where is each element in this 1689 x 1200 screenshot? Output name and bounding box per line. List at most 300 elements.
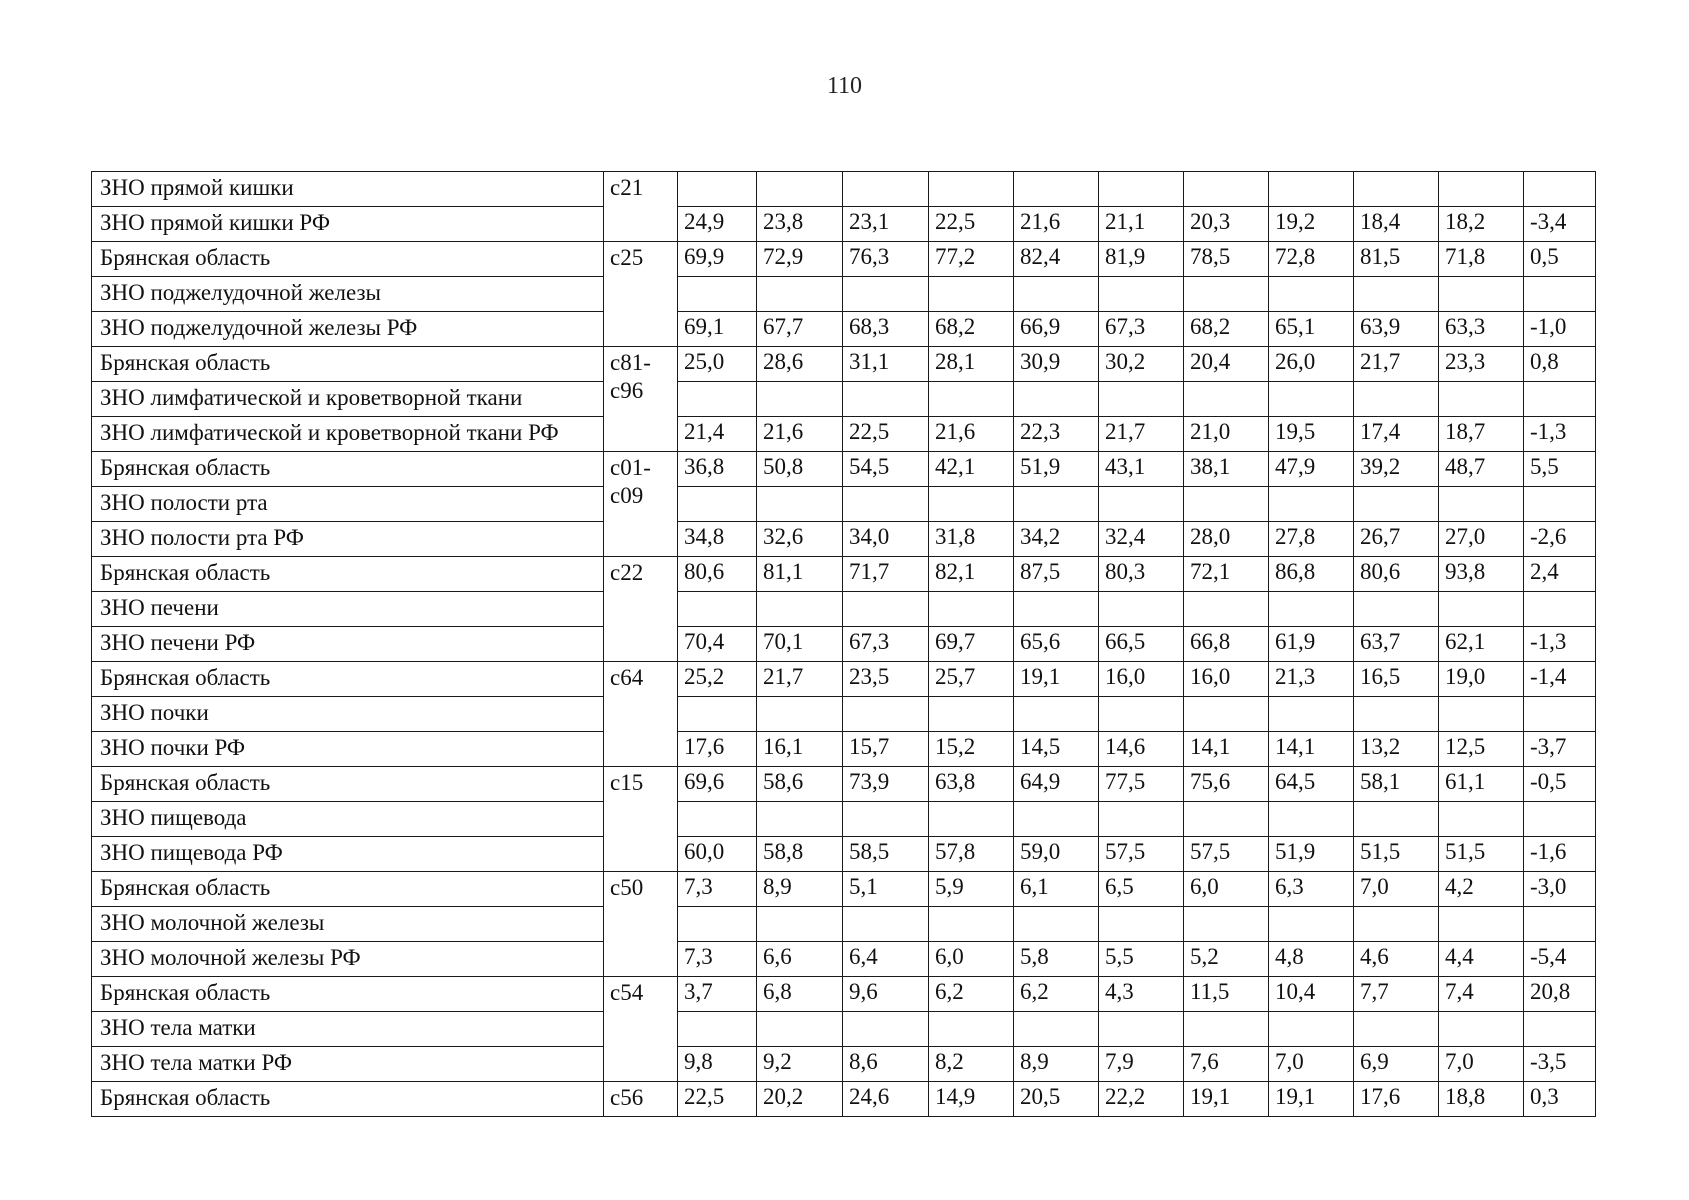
value-cell (1184, 487, 1269, 522)
table-row (92, 837, 1596, 872)
value-cell: 59,0 (1014, 837, 1099, 872)
value-cell (1184, 907, 1269, 942)
value-cell: 68,2 (1184, 312, 1269, 347)
change-cell: -3,0 (1524, 872, 1596, 907)
value-cell: 23,8 (757, 207, 843, 242)
table-row (92, 312, 1596, 347)
table-row (92, 487, 1596, 522)
value-cell (678, 592, 757, 627)
value-cell: 25,0 (678, 347, 757, 382)
value-cell: 22,5 (678, 1082, 757, 1117)
row-label: ЗНО лимфатической и кроветворной ткани (92, 382, 604, 417)
value-cell (757, 592, 843, 627)
value-cell: 70,1 (757, 627, 843, 662)
value-cell (678, 172, 757, 207)
value-cell: 72,9 (757, 242, 843, 277)
row-label: Брянская область (92, 242, 604, 277)
table-row (92, 347, 1596, 382)
value-cell: 34,2 (1014, 522, 1099, 557)
value-cell (1439, 802, 1524, 837)
change-cell (1524, 382, 1596, 417)
value-cell (1439, 382, 1524, 417)
value-cell: 16,0 (1184, 662, 1269, 697)
value-cell (757, 487, 843, 522)
value-cell (929, 382, 1014, 417)
table-row (92, 277, 1596, 312)
value-cell: 16,0 (1099, 662, 1184, 697)
row-label: ЗНО прямой кишки РФ (92, 207, 604, 242)
table-row (92, 1047, 1596, 1082)
value-cell (843, 1012, 929, 1047)
value-cell (929, 487, 1014, 522)
value-cell (1014, 907, 1099, 942)
row-label: ЗНО почки (92, 697, 604, 732)
value-cell (1269, 172, 1354, 207)
value-cell: 19,1 (1184, 1082, 1269, 1117)
value-cell: 81,9 (1099, 242, 1184, 277)
value-cell (1269, 382, 1354, 417)
value-cell: 21,6 (1014, 207, 1099, 242)
value-cell (757, 1012, 843, 1047)
change-cell: 5,5 (1524, 452, 1596, 487)
value-cell (678, 802, 757, 837)
row-label: ЗНО лимфатической и кроветворной ткани РФ (92, 417, 604, 452)
change-cell: -1,3 (1524, 627, 1596, 662)
change-cell (1524, 907, 1596, 942)
value-cell: 72,1 (1184, 557, 1269, 592)
change-cell: 0,3 (1524, 1082, 1596, 1117)
value-cell: 15,7 (843, 732, 929, 767)
value-cell: 69,1 (678, 312, 757, 347)
value-cell: 39,2 (1354, 452, 1439, 487)
value-cell (1184, 592, 1269, 627)
value-cell: 8,2 (929, 1047, 1014, 1082)
table-row (92, 172, 1596, 207)
row-label: Брянская область (92, 452, 604, 487)
row-label: ЗНО поджелудочной железы РФ (92, 312, 604, 347)
value-cell: 4,2 (1439, 872, 1524, 907)
value-cell: 7,0 (1439, 1047, 1524, 1082)
value-cell: 21,1 (1099, 207, 1184, 242)
value-cell: 47,9 (1269, 452, 1354, 487)
value-cell: 6,0 (929, 942, 1014, 977)
value-cell: 48,7 (1439, 452, 1524, 487)
value-cell: 6,1 (1014, 872, 1099, 907)
value-cell (757, 382, 843, 417)
value-cell (1269, 907, 1354, 942)
value-cell: 67,3 (843, 627, 929, 662)
value-cell: 57,5 (1184, 837, 1269, 872)
value-cell: 80,6 (1354, 557, 1439, 592)
icd-code: c50 (604, 872, 678, 977)
value-cell (1354, 592, 1439, 627)
value-cell: 51,9 (1269, 837, 1354, 872)
value-cell: 80,3 (1099, 557, 1184, 592)
row-label: ЗНО полости рта (92, 487, 604, 522)
value-cell: 4,6 (1354, 942, 1439, 977)
value-cell: 71,7 (843, 557, 929, 592)
row-label: Брянская область (92, 557, 604, 592)
table-row (92, 1012, 1596, 1047)
value-cell: 7,0 (1354, 872, 1439, 907)
value-cell: 80,6 (678, 557, 757, 592)
table-row (92, 242, 1596, 277)
value-cell: 32,6 (757, 522, 843, 557)
value-cell: 64,5 (1269, 767, 1354, 802)
change-cell (1524, 802, 1596, 837)
value-cell (843, 172, 929, 207)
value-cell: 82,1 (929, 557, 1014, 592)
value-cell (843, 277, 929, 312)
value-cell: 86,8 (1269, 557, 1354, 592)
value-cell (1014, 277, 1099, 312)
value-cell: 75,6 (1184, 767, 1269, 802)
icd-code: c25 (604, 242, 678, 347)
value-cell: 28,6 (757, 347, 843, 382)
value-cell: 72,8 (1269, 242, 1354, 277)
value-cell: 7,0 (1269, 1047, 1354, 1082)
value-cell: 51,9 (1014, 452, 1099, 487)
value-cell: 30,9 (1014, 347, 1099, 382)
value-cell: 6,8 (757, 977, 843, 1012)
row-label: Брянская область (92, 1082, 604, 1117)
value-cell (1354, 697, 1439, 732)
icd-code: c81-c96 (604, 347, 678, 452)
value-cell (1184, 1012, 1269, 1047)
value-cell (757, 277, 843, 312)
row-label: ЗНО молочной железы РФ (92, 942, 604, 977)
value-cell (678, 1012, 757, 1047)
value-cell: 58,1 (1354, 767, 1439, 802)
value-cell: 6,3 (1269, 872, 1354, 907)
value-cell: 6,2 (929, 977, 1014, 1012)
value-cell: 21,6 (757, 417, 843, 452)
row-label: Брянская область (92, 872, 604, 907)
value-cell: 3,7 (678, 977, 757, 1012)
value-cell (757, 907, 843, 942)
table-row (92, 697, 1596, 732)
value-cell: 58,5 (843, 837, 929, 872)
value-cell: 42,1 (929, 452, 1014, 487)
value-cell (1014, 172, 1099, 207)
value-cell (1184, 382, 1269, 417)
value-cell: 21,3 (1269, 662, 1354, 697)
table-row (92, 557, 1596, 592)
change-cell: -1,4 (1524, 662, 1596, 697)
value-cell (1269, 487, 1354, 522)
value-cell: 32,4 (1099, 522, 1184, 557)
value-cell: 22,5 (929, 207, 1014, 242)
value-cell: 68,2 (929, 312, 1014, 347)
value-cell: 8,6 (843, 1047, 929, 1082)
value-cell: 67,7 (757, 312, 843, 347)
value-cell: 23,3 (1439, 347, 1524, 382)
value-cell: 7,3 (678, 872, 757, 907)
value-cell: 6,2 (1014, 977, 1099, 1012)
value-cell (1439, 277, 1524, 312)
value-cell: 19,1 (1014, 662, 1099, 697)
value-cell: 36,8 (678, 452, 757, 487)
value-cell: 7,6 (1184, 1047, 1269, 1082)
value-cell (1269, 697, 1354, 732)
change-cell: -1,3 (1524, 417, 1596, 452)
row-label: ЗНО молочной железы (92, 907, 604, 942)
value-cell: 19,2 (1269, 207, 1354, 242)
value-cell: 22,2 (1099, 1082, 1184, 1117)
value-cell: 14,1 (1269, 732, 1354, 767)
change-cell (1524, 697, 1596, 732)
value-cell: 24,9 (678, 207, 757, 242)
value-cell: 26,0 (1269, 347, 1354, 382)
value-cell: 22,3 (1014, 417, 1099, 452)
value-cell (1099, 697, 1184, 732)
value-cell: 57,5 (1099, 837, 1184, 872)
row-label: ЗНО пищевода РФ (92, 837, 604, 872)
row-label: ЗНО поджелудочной железы (92, 277, 604, 312)
value-cell: 81,1 (757, 557, 843, 592)
value-cell: 13,2 (1354, 732, 1439, 767)
value-cell: 4,3 (1099, 977, 1184, 1012)
value-cell: 66,9 (1014, 312, 1099, 347)
value-cell: 26,7 (1354, 522, 1439, 557)
value-cell (678, 382, 757, 417)
value-cell: 65,1 (1269, 312, 1354, 347)
table-row (92, 942, 1596, 977)
value-cell (843, 382, 929, 417)
change-cell: -3,7 (1524, 732, 1596, 767)
icd-code: c15 (604, 767, 678, 872)
value-cell: 6,4 (843, 942, 929, 977)
value-cell: 10,4 (1269, 977, 1354, 1012)
value-cell: 14,5 (1014, 732, 1099, 767)
table-row (92, 522, 1596, 557)
change-cell: -3,4 (1524, 207, 1596, 242)
icd-code: c56 (604, 1082, 678, 1117)
row-label: ЗНО печени РФ (92, 627, 604, 662)
table-body (92, 172, 1596, 1117)
value-cell: 8,9 (1014, 1047, 1099, 1082)
table-row (92, 802, 1596, 837)
value-cell: 9,6 (843, 977, 929, 1012)
change-cell: -5,4 (1524, 942, 1596, 977)
table-row (92, 662, 1596, 697)
value-cell (1354, 172, 1439, 207)
change-cell (1524, 172, 1596, 207)
value-cell (929, 1012, 1014, 1047)
value-cell: 64,9 (1014, 767, 1099, 802)
value-cell: 25,2 (678, 662, 757, 697)
value-cell: 77,5 (1099, 767, 1184, 802)
value-cell: 87,5 (1014, 557, 1099, 592)
value-cell (757, 172, 843, 207)
value-cell: 21,0 (1184, 417, 1269, 452)
value-cell: 54,5 (843, 452, 929, 487)
row-label: ЗНО тела матки (92, 1012, 604, 1047)
value-cell (1269, 592, 1354, 627)
value-cell: 63,7 (1354, 627, 1439, 662)
value-cell: 51,5 (1354, 837, 1439, 872)
change-cell: -3,5 (1524, 1047, 1596, 1082)
value-cell: 18,4 (1354, 207, 1439, 242)
table-row (92, 627, 1596, 662)
value-cell: 24,6 (843, 1082, 929, 1117)
value-cell (1184, 802, 1269, 837)
change-cell: -2,6 (1524, 522, 1596, 557)
change-cell: 20,8 (1524, 977, 1596, 1012)
value-cell: 14,6 (1099, 732, 1184, 767)
value-cell: 34,0 (843, 522, 929, 557)
row-label: Брянская область (92, 662, 604, 697)
value-cell (678, 487, 757, 522)
value-cell: 6,0 (1184, 872, 1269, 907)
value-cell (1439, 487, 1524, 522)
value-cell (678, 697, 757, 732)
icd-code: c21 (604, 172, 678, 242)
value-cell (1439, 1012, 1524, 1047)
value-cell: 23,5 (843, 662, 929, 697)
value-cell: 6,5 (1099, 872, 1184, 907)
value-cell: 21,7 (1099, 417, 1184, 452)
value-cell: 25,7 (929, 662, 1014, 697)
value-cell: 69,7 (929, 627, 1014, 662)
value-cell (1354, 487, 1439, 522)
value-cell (1014, 382, 1099, 417)
value-cell: 19,5 (1269, 417, 1354, 452)
value-cell: 7,9 (1099, 1047, 1184, 1082)
value-cell (843, 592, 929, 627)
change-cell (1524, 277, 1596, 312)
change-cell: 0,8 (1524, 347, 1596, 382)
value-cell (1099, 382, 1184, 417)
table-row (92, 732, 1596, 767)
value-cell: 31,1 (843, 347, 929, 382)
row-label: Брянская область (92, 767, 604, 802)
value-cell: 71,8 (1439, 242, 1524, 277)
value-cell: 34,8 (678, 522, 757, 557)
value-cell: 66,5 (1099, 627, 1184, 662)
value-cell: 6,9 (1354, 1047, 1439, 1082)
value-cell: 93,8 (1439, 557, 1524, 592)
value-cell (1184, 697, 1269, 732)
value-cell: 82,4 (1014, 242, 1099, 277)
value-cell (1439, 697, 1524, 732)
row-label: ЗНО тела матки РФ (92, 1047, 604, 1082)
value-cell: 4,8 (1269, 942, 1354, 977)
change-cell: 0,5 (1524, 242, 1596, 277)
value-cell: 23,1 (843, 207, 929, 242)
value-cell (1014, 487, 1099, 522)
value-cell: 58,6 (757, 767, 843, 802)
value-cell: 14,9 (929, 1082, 1014, 1117)
icd-code: c01-c09 (604, 452, 678, 557)
row-label: Брянская область (92, 977, 604, 1012)
value-cell (843, 907, 929, 942)
value-cell: 22,5 (843, 417, 929, 452)
change-cell (1524, 592, 1596, 627)
value-cell (1099, 802, 1184, 837)
value-cell: 7,7 (1354, 977, 1439, 1012)
value-cell (1269, 802, 1354, 837)
value-cell: 21,6 (929, 417, 1014, 452)
value-cell: 81,5 (1354, 242, 1439, 277)
value-cell: 63,9 (1354, 312, 1439, 347)
value-cell: 77,2 (929, 242, 1014, 277)
value-cell: 16,1 (757, 732, 843, 767)
row-label: ЗНО пищевода (92, 802, 604, 837)
value-cell: 27,0 (1439, 522, 1524, 557)
value-cell (1014, 697, 1099, 732)
value-cell: 18,7 (1439, 417, 1524, 452)
value-cell: 5,1 (843, 872, 929, 907)
value-cell: 67,3 (1099, 312, 1184, 347)
value-cell: 70,4 (678, 627, 757, 662)
table-row (92, 417, 1596, 452)
incidence-table (91, 171, 1596, 1117)
table-row (92, 207, 1596, 242)
row-label: ЗНО почки РФ (92, 732, 604, 767)
value-cell: 65,6 (1014, 627, 1099, 662)
value-cell (843, 802, 929, 837)
value-cell: 73,9 (843, 767, 929, 802)
value-cell: 18,2 (1439, 207, 1524, 242)
value-cell: 38,1 (1184, 452, 1269, 487)
value-cell: 4,4 (1439, 942, 1524, 977)
table-row (92, 872, 1596, 907)
change-cell: 2,4 (1524, 557, 1596, 592)
value-cell: 63,3 (1439, 312, 1524, 347)
change-cell (1524, 487, 1596, 522)
value-cell (1099, 592, 1184, 627)
value-cell: 62,1 (1439, 627, 1524, 662)
value-cell: 6,6 (757, 942, 843, 977)
value-cell (1354, 907, 1439, 942)
value-cell: 57,8 (929, 837, 1014, 872)
value-cell (1269, 277, 1354, 312)
value-cell (1354, 1012, 1439, 1047)
value-cell: 68,3 (843, 312, 929, 347)
value-cell: 21,7 (1354, 347, 1439, 382)
page-number: 110 (826, 73, 863, 99)
row-label: Брянская область (92, 347, 604, 382)
value-cell: 76,3 (843, 242, 929, 277)
value-cell: 30,2 (1099, 347, 1184, 382)
value-cell: 5,2 (1184, 942, 1269, 977)
icd-code: c54 (604, 977, 678, 1082)
value-cell: 20,2 (757, 1082, 843, 1117)
value-cell (1099, 487, 1184, 522)
value-cell: 18,8 (1439, 1082, 1524, 1117)
value-cell: 9,2 (757, 1047, 843, 1082)
value-cell (1099, 172, 1184, 207)
table-row (92, 907, 1596, 942)
value-cell: 50,8 (757, 452, 843, 487)
value-cell: 69,6 (678, 767, 757, 802)
table-row (92, 1082, 1596, 1117)
value-cell (1354, 802, 1439, 837)
value-cell: 5,8 (1014, 942, 1099, 977)
icd-code: c22 (604, 557, 678, 662)
table-row (92, 592, 1596, 627)
change-cell: -1,6 (1524, 837, 1596, 872)
value-cell: 21,4 (678, 417, 757, 452)
value-cell: 31,8 (929, 522, 1014, 557)
value-cell: 15,2 (929, 732, 1014, 767)
value-cell (1269, 1012, 1354, 1047)
value-cell (929, 277, 1014, 312)
value-cell: 11,5 (1184, 977, 1269, 1012)
value-cell: 28,1 (929, 347, 1014, 382)
change-cell: -1,0 (1524, 312, 1596, 347)
